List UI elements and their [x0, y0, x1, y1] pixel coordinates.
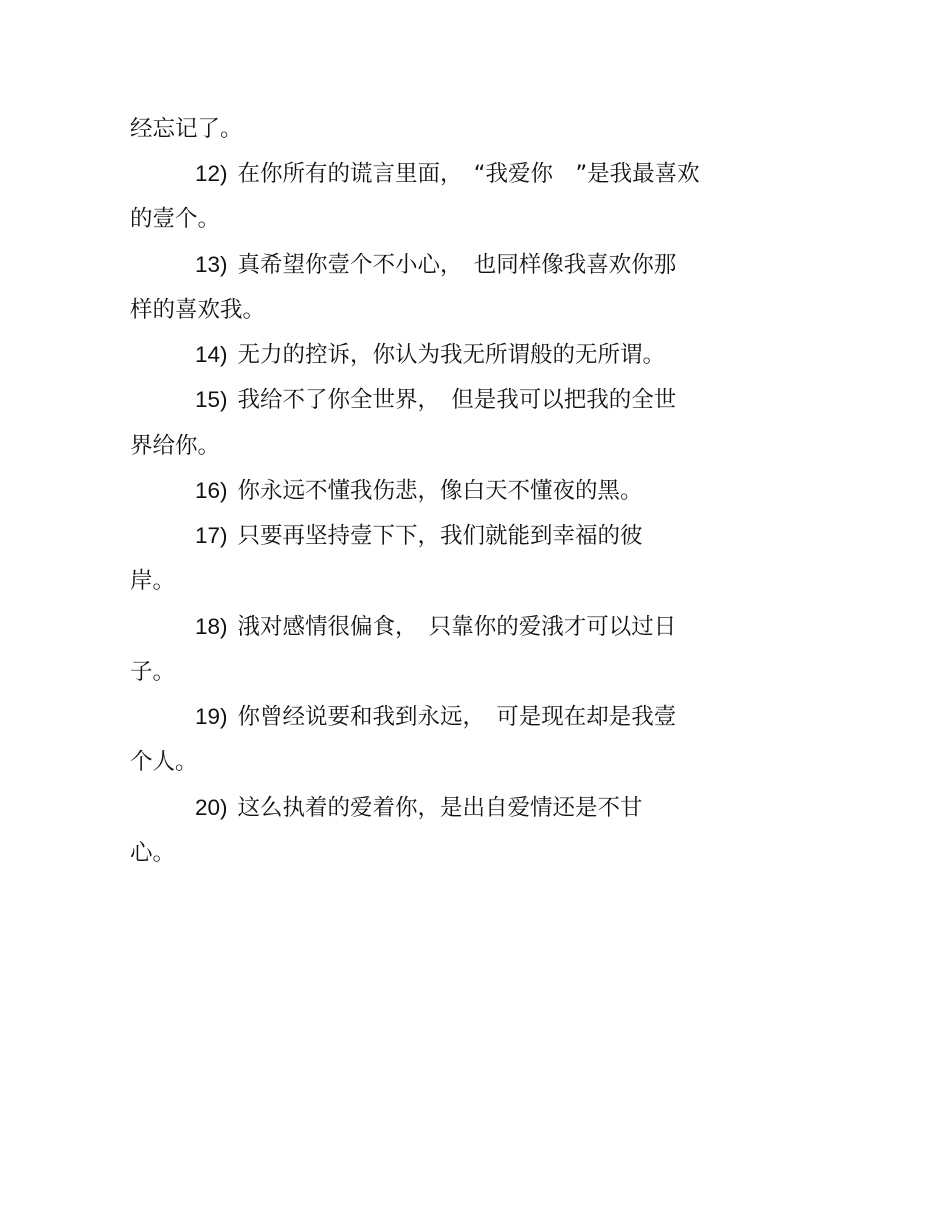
- item-number: 20): [195, 795, 228, 820]
- line-text: 心。: [130, 840, 176, 866]
- text-line: [130, 295, 265, 325]
- line-text: 你永远不懂我伤悲，像白天不懂夜的黑。: [237, 478, 643, 504]
- line-text: 我给不了你全世界， 但是我可以把我的全世: [237, 387, 677, 413]
- list-item-17: [195, 521, 643, 551]
- item-number: 13): [195, 252, 228, 277]
- text-line: [130, 838, 175, 868]
- item-number: 18): [195, 614, 228, 639]
- item-number: 17): [195, 523, 228, 548]
- list-item-20: [195, 793, 643, 823]
- text-line: [130, 204, 220, 234]
- line-text: 的壹个。: [130, 206, 221, 232]
- line-text: 真希望你壹个不小心， 也同样像我喜欢你那: [237, 252, 677, 278]
- line-text: 无力的控诉，你认为我无所谓般的无所谓。: [237, 342, 666, 368]
- line-text: 在你所有的谎言里面， “我爱你 ”是我最喜欢: [237, 161, 700, 187]
- line-text: 界给你。: [130, 433, 221, 459]
- line-text: 个人。: [130, 749, 198, 775]
- line-text: 子。: [130, 659, 176, 685]
- list-item-14: [195, 340, 665, 370]
- item-number: 12): [195, 161, 228, 186]
- list-item-18: [195, 612, 676, 642]
- text-line: [130, 431, 220, 461]
- list-item-13: [195, 250, 676, 280]
- line-text: 样的喜欢我。: [130, 297, 266, 323]
- text-line: [130, 657, 175, 687]
- item-number: 15): [195, 387, 228, 412]
- line-text: 经忘记了。: [130, 116, 243, 142]
- line-text: 岸。: [130, 568, 176, 594]
- list-item-16: [195, 476, 643, 506]
- line-text: 这么执着的爱着你，是出自爱情还是不甘: [237, 795, 643, 821]
- item-number: 14): [195, 342, 228, 367]
- line-text: 涐对感情很偏食， 只靠你的爱涐才可以过日: [237, 614, 677, 640]
- item-number: 19): [195, 704, 228, 729]
- line-text: 只要再坚持壹下下，我们就能到幸福的彼: [237, 523, 643, 549]
- line-text: 你曾经说要和我到永远， 可是现在却是我壹: [237, 704, 677, 730]
- list-item-15: [195, 385, 676, 415]
- text-line: [130, 114, 243, 144]
- item-number: 16): [195, 478, 228, 503]
- list-item-19: [195, 702, 676, 732]
- text-line: [130, 566, 175, 596]
- text-line: [130, 747, 198, 777]
- list-item-12: [195, 159, 700, 189]
